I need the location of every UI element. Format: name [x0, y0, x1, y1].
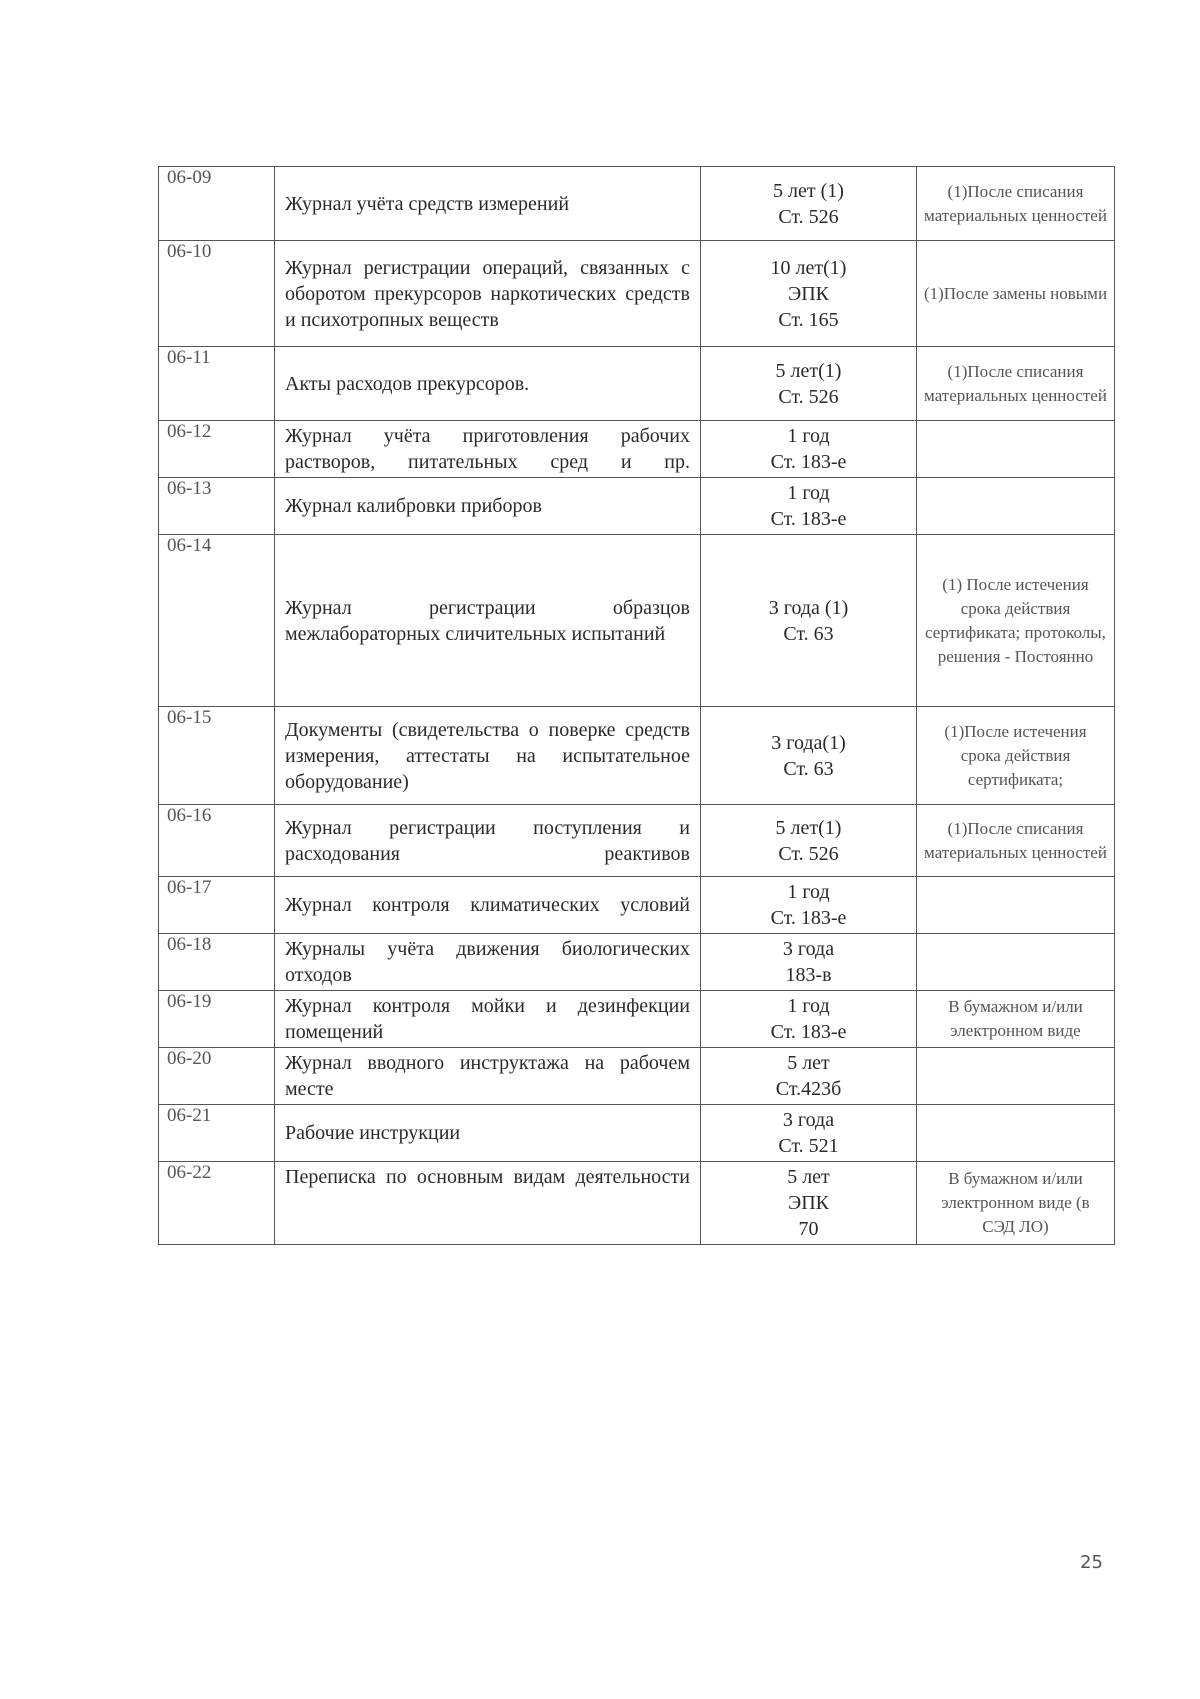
row-name: Журнал вводного инструктажа на рабочем месте	[275, 1048, 701, 1105]
term-line: 5 лет	[787, 1166, 830, 1188]
row-note	[917, 478, 1115, 535]
term-line: Ст. 183-е	[770, 1021, 847, 1043]
term-line: 5 лет(1)	[775, 359, 842, 382]
term-line: 70	[798, 1218, 819, 1240]
row-name: Журнал калибровки приборов	[275, 478, 701, 535]
row-note	[917, 1048, 1115, 1105]
row-term	[701, 1162, 917, 1245]
term-line: 183-в	[785, 964, 832, 986]
row-code: 06-13	[159, 478, 275, 535]
term-line: 5 лет	[787, 1052, 830, 1074]
term-line: Ст. 165	[778, 308, 839, 331]
row-name: Журнал контроля мойки и дезинфекции помещений	[275, 991, 701, 1048]
row-note	[917, 934, 1115, 991]
row-code: 06-22	[159, 1162, 275, 1245]
row-name: Журнал регистрации операций, связанных с оборотом прекурсоров наркотических средств и психотропных веществ	[275, 241, 701, 347]
term-line: 3 года (1)	[768, 596, 849, 619]
page-number: 25	[1080, 1552, 1103, 1573]
table-row	[159, 421, 1115, 478]
row-term	[701, 167, 917, 241]
row-name: Журнал контроля климатических условий	[275, 877, 701, 934]
table-row	[159, 1162, 1115, 1245]
row-code: 06-21	[159, 1105, 275, 1162]
term-line: 1 год	[787, 482, 830, 504]
row-name: Журнал учёта средств измерений	[275, 167, 701, 241]
table-row	[159, 167, 1115, 241]
row-note: В бумажном и/или электронном виде (в СЭД ЛО)	[917, 1162, 1115, 1245]
row-code: 06-10	[159, 241, 275, 347]
term-line: 1 год	[787, 995, 830, 1017]
row-code: 06-11	[159, 347, 275, 421]
table-row	[159, 805, 1115, 877]
term-line: 3 года	[782, 938, 835, 960]
term-line: 3 года(1)	[771, 731, 846, 754]
row-name: Рабочие инструкции	[275, 1105, 701, 1162]
term-line: 5 лет(1)	[775, 816, 842, 839]
table-row	[159, 241, 1115, 347]
row-code: 06-19	[159, 991, 275, 1048]
term-line: Ст. 521	[778, 1135, 839, 1157]
row-note	[917, 1105, 1115, 1162]
row-term	[701, 877, 917, 934]
table-row	[159, 877, 1115, 934]
row-term	[701, 707, 917, 805]
row-note: (1)После списания материальных ценностей	[917, 167, 1115, 241]
term-line: ЭПК	[788, 282, 829, 305]
term-line: Ст. 526	[778, 842, 839, 865]
row-name: Журнал регистрации образцов межлабораторных сличительных испытаний	[275, 535, 701, 707]
row-term	[701, 241, 917, 347]
table-row	[159, 1105, 1115, 1162]
term-line: 10 лет(1)	[770, 256, 847, 279]
row-term	[701, 347, 917, 421]
table-row	[159, 934, 1115, 991]
row-note: В бумажном и/или электронном виде	[917, 991, 1115, 1048]
term-line: Ст. 63	[783, 622, 834, 645]
row-code: 06-12	[159, 421, 275, 478]
row-code: 06-20	[159, 1048, 275, 1105]
table-row	[159, 1048, 1115, 1105]
row-note	[917, 877, 1115, 934]
row-term	[701, 991, 917, 1048]
row-term	[701, 535, 917, 707]
row-name: Акты расходов прекурсоров.	[275, 347, 701, 421]
row-code: 06-09	[159, 167, 275, 241]
row-code: 06-16	[159, 805, 275, 877]
row-term	[701, 805, 917, 877]
table-row	[159, 707, 1115, 805]
row-note	[917, 421, 1115, 478]
row-name: Журнал регистрации поступления и расходования реактивов	[275, 805, 701, 877]
row-code: 06-17	[159, 877, 275, 934]
row-note: (1)После списания материальных ценностей	[917, 805, 1115, 877]
row-code: 06-18	[159, 934, 275, 991]
term-line: 1 год	[787, 425, 830, 447]
term-line: 1 год	[787, 881, 830, 903]
term-line: 3 года	[782, 1109, 835, 1131]
table-row	[159, 347, 1115, 421]
row-note: (1)После замены новыми	[917, 241, 1115, 347]
row-note: (1)После истечения срока действия сертификата;	[917, 707, 1115, 805]
term-line: Ст. 183-е	[770, 508, 847, 530]
row-note: (1) После истечения срока действия сертификата; протоколы, решения - Постоянно	[917, 535, 1115, 707]
term-line: Ст. 183-е	[770, 451, 847, 473]
table-row	[159, 991, 1115, 1048]
term-line: 5 лет (1)	[773, 179, 844, 202]
table-row	[159, 535, 1115, 707]
term-line: Ст. 526	[778, 205, 839, 228]
row-name: Журналы учёта движения биологических отходов	[275, 934, 701, 991]
row-term	[701, 478, 917, 535]
term-line: Ст.423б	[775, 1078, 842, 1100]
term-line: Ст. 183-е	[770, 907, 847, 929]
row-name: Журнал учёта приготовления рабочих растворов, питательных сред и пр.	[275, 421, 701, 478]
row-code: 06-15	[159, 707, 275, 805]
row-term	[701, 934, 917, 991]
row-term	[701, 1048, 917, 1105]
term-line: Ст. 526	[778, 385, 839, 408]
row-code: 06-14	[159, 535, 275, 707]
nomenclature-table	[158, 166, 1115, 1245]
term-line: Ст. 63	[783, 757, 834, 780]
table-row	[159, 478, 1115, 535]
row-name: Документы (свидетельства о поверке средств измерения, аттестаты на испытательное оборудование)	[275, 707, 701, 805]
row-term	[701, 421, 917, 478]
term-line: ЭПК	[788, 1192, 829, 1214]
row-term	[701, 1105, 917, 1162]
row-note: (1)После списания материальных ценностей	[917, 347, 1115, 421]
row-name: Переписка по основным видам деятельности	[275, 1162, 701, 1245]
